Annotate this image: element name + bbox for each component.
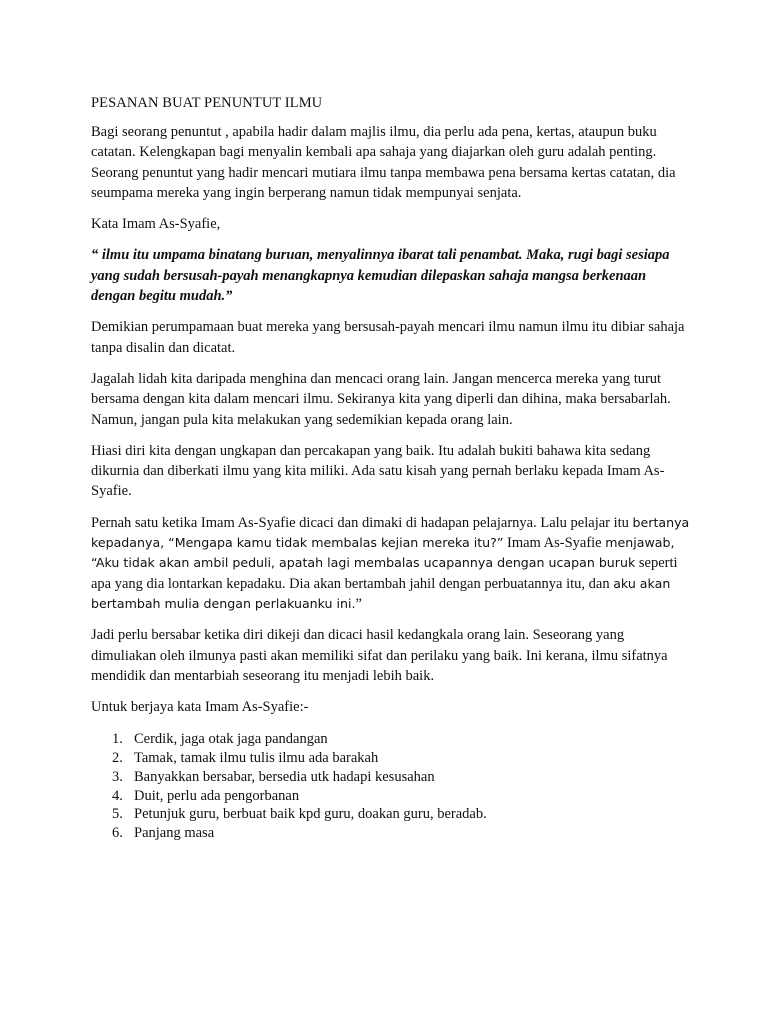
list-item: [91, 805, 691, 824]
paragraph-jaga-lidah: Jagalah lidah kita daripada menghina dan mencaci orang lain. Jangan mencerca mereka yang turut bersama dengan kita dalam mencari ilmu. Sekiranya kita yang diperli dan dihina, maka bersabarlah. Namun, jangan pula kita melakukan yang sedemikian kepada orang lain.: [91, 370, 671, 428]
list-item-number: 5.: [112, 806, 123, 823]
list-item-number: 6.: [112, 824, 123, 841]
list-item-number: 1.: [112, 731, 123, 748]
list-item: [91, 749, 691, 768]
success-list: [91, 730, 691, 842]
list-item-text: Panjang masa: [134, 824, 215, 841]
paragraph-bersabar: Jadi perlu bersabar ketika diri dikeji dan dicaci hasil kedangkala orang lain. Seseorang yang dimuliakan oleh ilmunya pasti akan memiliki sifat dan perilaku yang baik. Ini kerana, ilmu sifatnya mendidik dan mentarbiah seseorang itu menjadi lebih baik.: [91, 627, 668, 684]
kisah-part-6: aku akan bertambah mulia dengan perlakuanku ini.: [91, 575, 671, 611]
paragraph-perumpamaan: Demikian perumpamaan buat mereka yang bersusah-payah mencari ilmu namun ilmu itu dibiar sahaja tanpa disalin dan dicatat.: [91, 319, 685, 356]
kisah-part-5: seperti apa yang dia lontarkan kepadaku. Dia akan bertambah jahil dengan perbuatannya itu, dan: [91, 555, 678, 592]
kisah-part-1: Pernah satu ketika Imam As-Syafie dicaci dan dimaki di hadapan pelajarnya. Lalu pelajar itu: [91, 514, 633, 531]
list-item: [91, 768, 691, 787]
list-item-text: Cerdik, jaga otak jaga pandangan: [134, 731, 328, 748]
list-item-text: Petunjuk guru, berbuat baik kpd guru, doakan guru, beradab.: [134, 806, 487, 823]
kisah-part-7: ”: [355, 595, 362, 612]
list-item-text: Tamak, tamak ilmu tulis ilmu ada barakah: [134, 750, 379, 767]
kisah-part-2: bertanya kepadanya, “Mengapa kamu tidak membalas kejian mereka itu?”: [91, 514, 690, 551]
list-item: [91, 787, 691, 806]
paragraph-kata-imam: Kata Imam As-Syafie,: [91, 216, 221, 233]
list-item-text: Duit, perlu ada pengorbanan: [134, 787, 300, 804]
document-page: [91, 93, 691, 843]
list-item-number: 3.: [112, 768, 123, 785]
list-item-text: Banyakkan bersabar, bersedia utk hadapi kesusahan: [134, 768, 435, 785]
list-item: [91, 824, 691, 843]
paragraph-hiasi-diri: Hiasi diri kita dengan ungkapan dan percakapan yang baik. Itu adalah bukiti bahawa kita sedang dikurnia dan diberkati ilmu yang kita miliki. Ada satu kisah yang pernah berlaku kepada Imam As-Syafie.: [91, 442, 665, 500]
kisah-part-3: Imam As-Syafie: [503, 535, 606, 552]
paragraph-untuk-berjaya: Untuk berjaya kata Imam As-Syafie:-: [91, 699, 309, 716]
quote-imam-syafie: “ ilmu itu umpama binatang buruan, menyalinnya ibarat tali penambat. Maka, rugi bagi sesiapa yang sudah bersusah-payah menangkapnya kemudian dilepaskan sahaja mangsa berkenaan dengan begitu mudah.”: [91, 247, 670, 305]
document-title: PESANAN BUAT PENUNTUT ILMU: [91, 95, 323, 111]
kisah-part-4: menjawab, “Aku tidak akan ambil peduli, apatah lagi membalas ucapannya dengan ucapan buruk: [91, 535, 675, 571]
list-item: [91, 730, 691, 749]
list-item-number: 4.: [112, 787, 123, 804]
paragraph-intro: Bagi seorang penuntut , apabila hadir dalam majlis ilmu, dia perlu ada pena, kertas, ataupun buku catatan. Kelengkapan bagi menyalin kembali apa sahaja yang diajarkan oleh guru adalah penting. Seorang penuntut yang hadir mencari mutiara ilmu tanpa membawa pena bersama kertas catatan, dia seumpama mereka yang ingin berperang namun tidak mempunyai senjata.: [91, 124, 676, 201]
paragraph-kisah: [91, 513, 691, 614]
list-item-number: 2.: [112, 750, 123, 767]
